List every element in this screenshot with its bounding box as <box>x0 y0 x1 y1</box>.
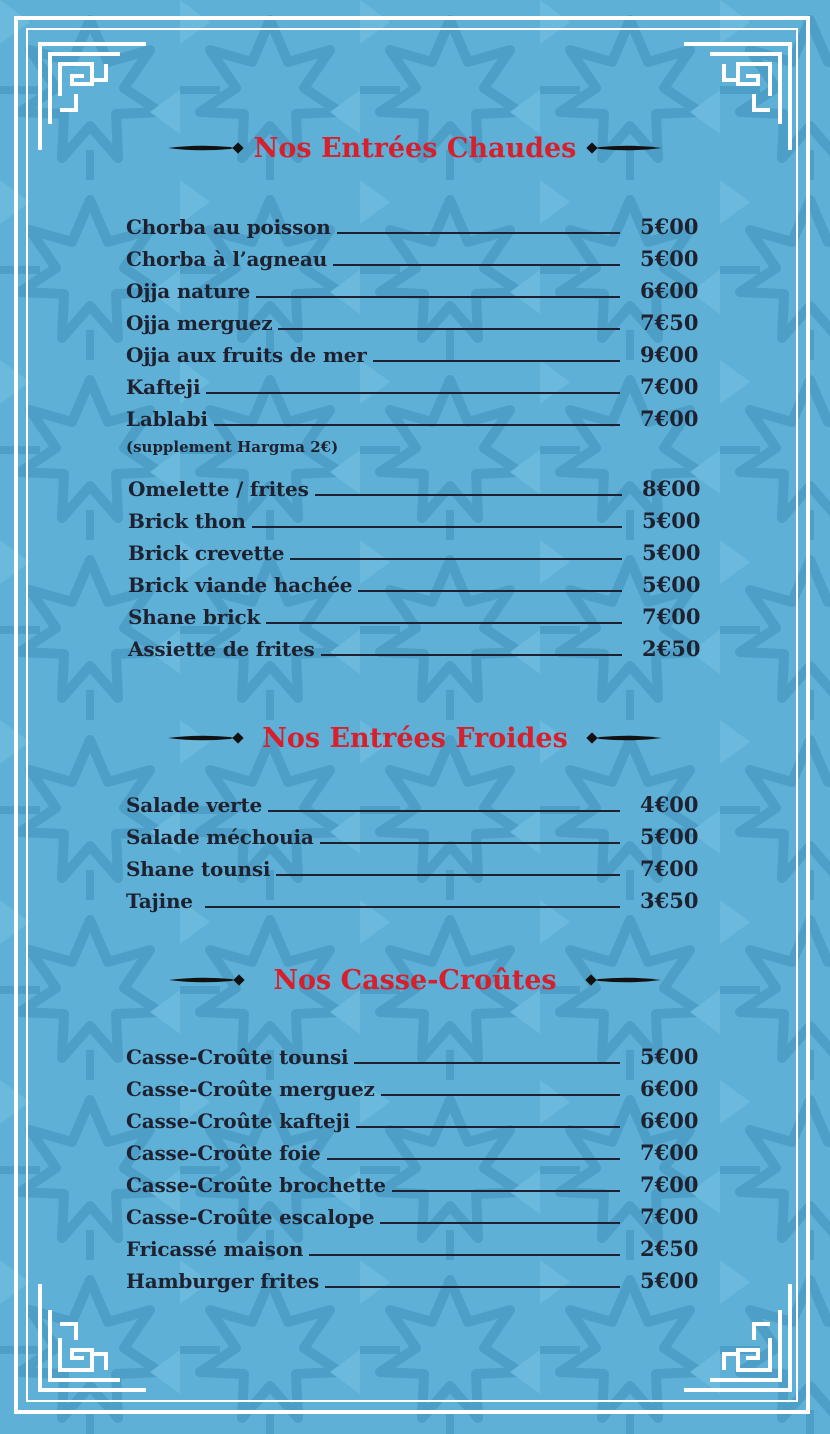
list-item <box>128 536 708 566</box>
leader-line <box>268 810 620 812</box>
dish-price: 5€00 <box>640 824 699 849</box>
leader-line <box>320 842 620 844</box>
leader-line <box>206 392 620 394</box>
dish-name: Fricassé maison <box>126 1237 304 1261</box>
leader-line <box>315 494 622 496</box>
list-item <box>126 1072 706 1102</box>
list-item <box>126 1200 706 1230</box>
dish-name: Lablabi <box>126 407 208 431</box>
list-item <box>126 242 706 272</box>
dish-price: 6€00 <box>640 1108 699 1133</box>
leader-line <box>256 296 620 298</box>
section-title-text: Nos Casse-Croûtes <box>273 964 557 996</box>
list-item <box>128 504 708 534</box>
leader-line <box>392 1190 620 1192</box>
dish-price: 7€00 <box>640 374 699 399</box>
dish-name: Ojja nature <box>126 279 251 303</box>
dish-name: Casse-Croûte brochette <box>126 1173 386 1197</box>
dish-price: 7€00 <box>640 1204 699 1229</box>
right-ornament-icon <box>584 731 662 745</box>
dish-price: 7€00 <box>640 1172 699 1197</box>
section-title-cold-starters <box>0 718 830 758</box>
dish-name: Hamburger frites <box>126 1269 320 1293</box>
leader-line <box>278 328 620 330</box>
left-ornament-icon <box>168 141 246 155</box>
leader-line <box>380 1222 620 1224</box>
dish-name: Kafteji <box>126 375 201 399</box>
list-item <box>126 820 706 850</box>
dish-price: 2€50 <box>642 636 701 661</box>
leader-line <box>276 874 620 876</box>
list-item <box>126 338 706 368</box>
leader-line <box>321 654 622 656</box>
dish-price: 6€00 <box>640 278 699 303</box>
dish-name: Ojja merguez <box>126 311 273 335</box>
left-ornament-icon <box>168 731 246 745</box>
right-ornament-icon <box>584 141 662 155</box>
supplement-note: (supplement Hargma 2€) <box>126 438 339 456</box>
list-item <box>128 600 708 630</box>
section-title-text: Nos Entrées Chaudes <box>253 132 577 164</box>
list-item <box>126 1232 706 1262</box>
leader-line <box>333 264 620 266</box>
corner-ornament-icon <box>684 1284 794 1394</box>
leader-line <box>214 424 620 426</box>
corner-ornament-icon <box>36 1284 146 1394</box>
dish-price: 7€00 <box>640 406 699 431</box>
list-item <box>126 1040 706 1070</box>
leader-line <box>354 1062 620 1064</box>
dish-price: 7€50 <box>640 310 699 335</box>
list-item <box>128 632 708 662</box>
list-item <box>128 472 708 502</box>
dish-name: Casse-Croûte escalope <box>126 1205 375 1229</box>
section-title-hot-starters <box>0 128 830 168</box>
dish-name: Brick viande hachée <box>128 573 353 597</box>
left-ornament-icon <box>169 973 247 987</box>
list-item <box>126 370 706 400</box>
right-ornament-icon <box>583 973 661 987</box>
dish-name: Salade verte <box>126 793 263 817</box>
leader-line <box>358 590 622 592</box>
dish-name: Chorba au poisson <box>126 215 331 239</box>
dish-price: 3€50 <box>640 888 699 913</box>
list-item <box>126 1168 706 1198</box>
list-item <box>126 788 706 818</box>
dish-price: 5€00 <box>640 1268 699 1293</box>
section-title-sandwiches <box>0 960 830 1000</box>
dish-price: 8€00 <box>642 476 701 501</box>
dish-price: 6€00 <box>640 1076 699 1101</box>
dish-price: 7€00 <box>642 604 701 629</box>
dish-name: Casse-Croûte kafteji <box>126 1109 350 1133</box>
leader-line <box>337 232 620 234</box>
dish-name: Chorba à l’agneau <box>126 247 328 271</box>
list-item <box>126 210 706 240</box>
leader-line <box>327 1158 620 1160</box>
leader-line <box>356 1126 620 1128</box>
dish-name: Omelette / frites <box>128 477 309 501</box>
section-title-text: Nos Entrées Froides <box>262 722 568 754</box>
dish-name: Ojja aux fruits de mer <box>126 343 367 367</box>
leader-line <box>373 360 620 362</box>
dish-name: Brick thon <box>128 509 246 533</box>
dish-name: Casse-Croûte merguez <box>126 1077 375 1101</box>
list-item <box>126 1104 706 1134</box>
list-item <box>126 306 706 336</box>
dish-name: Salade méchouia <box>126 825 314 849</box>
dish-price: 5€00 <box>640 214 699 239</box>
leader-line <box>381 1094 620 1096</box>
list-item <box>126 884 706 914</box>
dish-price: 7€00 <box>640 1140 699 1165</box>
leader-line <box>252 526 622 528</box>
dish-name: Shane tounsi <box>126 857 271 881</box>
dish-price: 5€00 <box>642 572 701 597</box>
leader-line <box>290 558 622 560</box>
list-item <box>128 568 708 598</box>
leader-line <box>325 1286 620 1288</box>
dish-name: Assiette de frites <box>128 637 315 661</box>
dish-price: 4€00 <box>640 792 699 817</box>
list-item <box>126 274 706 304</box>
leader-line <box>205 906 620 908</box>
list-item <box>126 852 706 882</box>
dish-name: Casse-Croûte tounsi <box>126 1045 349 1069</box>
dish-price: 7€00 <box>640 856 699 881</box>
dish-name: Brick crevette <box>128 541 285 565</box>
dish-price: 5€00 <box>642 540 701 565</box>
leader-line <box>309 1254 620 1256</box>
dish-price: 5€00 <box>642 508 701 533</box>
dish-name: Shane brick <box>128 605 261 629</box>
dish-price: 5€00 <box>640 1044 699 1069</box>
leader-line <box>266 622 622 624</box>
dish-price: 2€50 <box>640 1236 699 1261</box>
list-item <box>126 1136 706 1166</box>
dish-name: Tajine <box>126 889 193 913</box>
list-item <box>126 1264 706 1294</box>
list-item <box>126 402 706 432</box>
dish-price: 5€00 <box>640 246 699 271</box>
dish-name: Casse-Croûte foie <box>126 1141 321 1165</box>
dish-price: 9€00 <box>640 342 699 367</box>
